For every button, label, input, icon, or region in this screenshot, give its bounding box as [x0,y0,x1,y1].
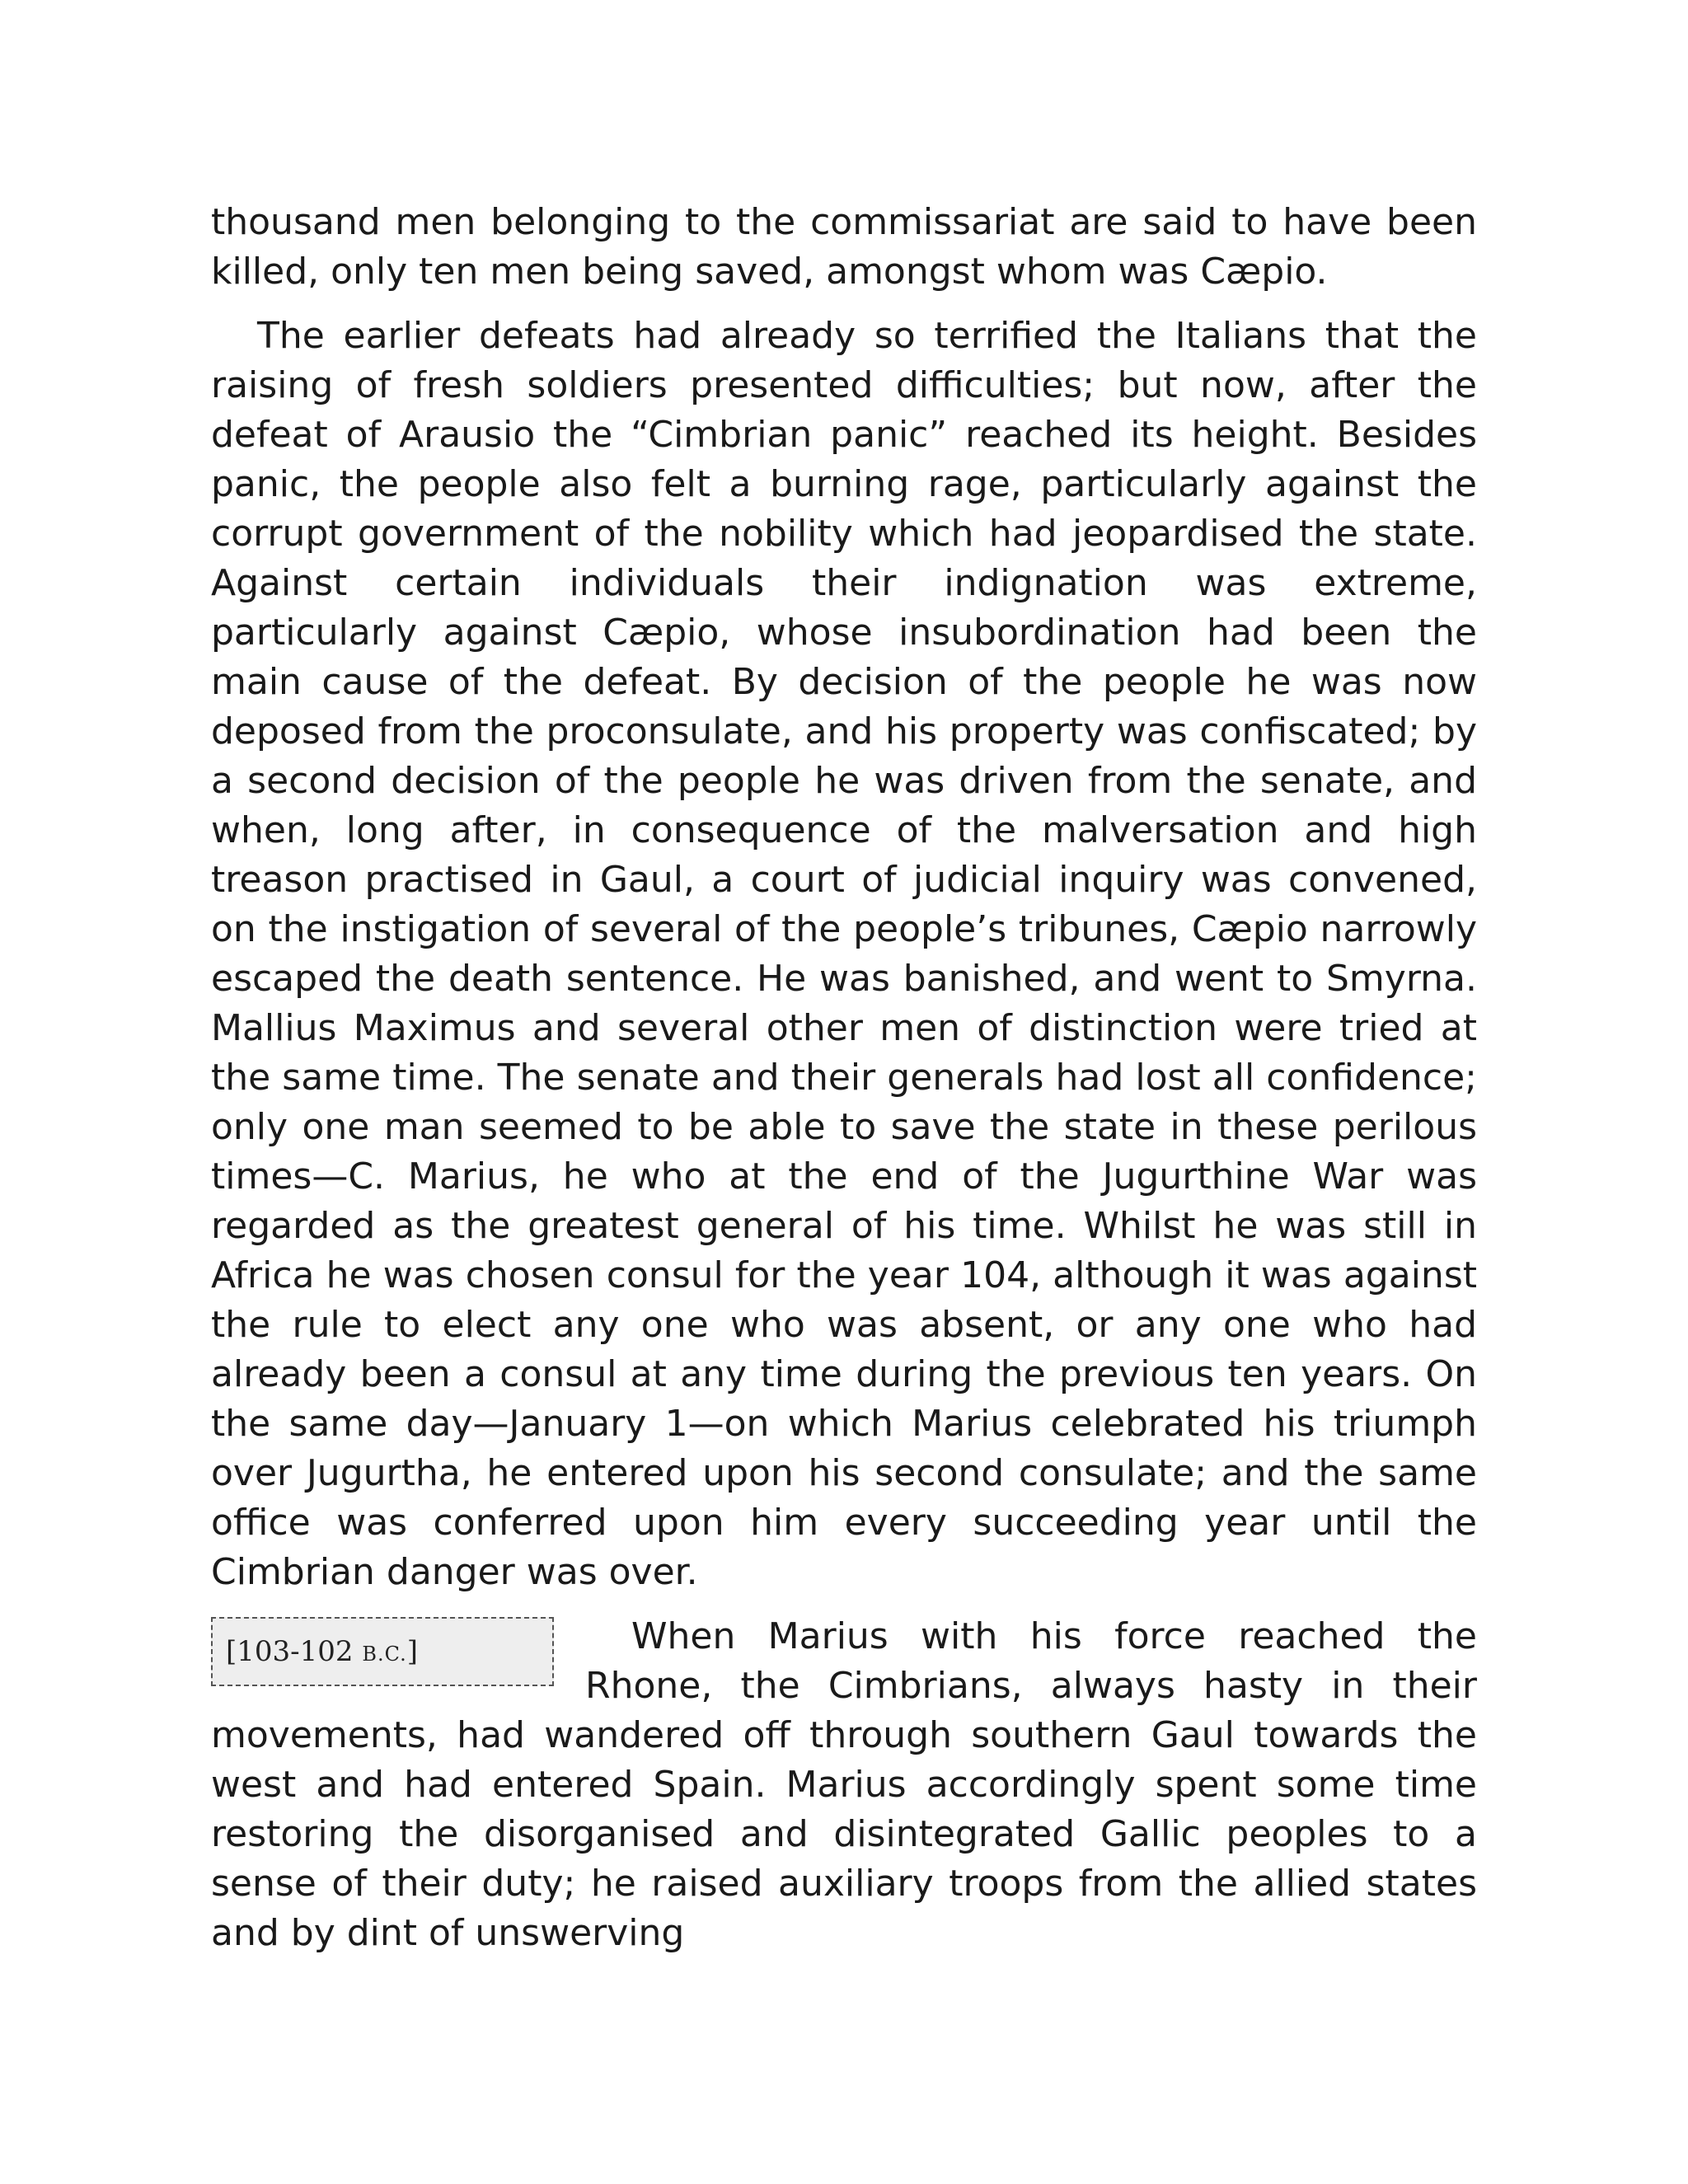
margin-date-close: ] [406,1635,419,1668]
paragraph-marius-rhone: When Marius with his force reached the Rhone, the Cimbrians, always hasty in their movements, had wandered off through southern Gaul towards the west and had entered Spain. Marius accordingly spent some time restoring the disorganised and disintegrated Gallic peoples to a sense of their duty; he raised auxiliary troops from the allied states and by dint of unswerving [211,1615,1477,1954]
margin-date-note [211,1617,554,1686]
margin-date-era: B.C. [362,1643,407,1666]
paragraph-continuation: thousand men belonging to the commissariat are said to have been killed, only ten men being saved, amongst whom was Cæpio. [211,201,1477,293]
paragraph-cimbrian-panic: The earlier defeats had already so terrified the Italians that the raising of fresh soldiers presented difficulties; but now, after the defeat of Arausio the “Cimbrian panic” reached its height. Besides panic, the people also felt a burning rage, particularly against the corrupt government of the nobility which had jeopardised the state. Against certain individuals their indignation was extreme, particularly against Cæpio, whose insubordination had been the main cause of the defeat. By decision of the people he was now deposed from the proconsulate, and his property was confiscated; by a second decision of the people he was driven from the senate, and when, long after, in consequence of the malversation and high treason practised in Gaul, a court of judicial inquiry was convened, on the instigation of several of the people’s tribunes, Cæpio narrowly escaped the death sentence. He was banished, and went to Smyrna. Mallius Maximus and several other men of distinction were tried at the same time. The senate and their generals had lost all confidence; only one man seemed to be able to save the state in these perilous times—C. Marius, he who at the end of the Jugurthine War was regarded as the greatest general of his time. Whilst he was still in Africa he was chosen consul for the year 104, although it was against the rule to elect any one who was absent, or any one who had already been a consul at any time during the previous ten years. On the same day—January 1—on which Marius celebrated his triumph over Jugurtha, he entered upon his second consulate; and the same office was conferred upon him every succeeding year until the Cimbrian danger was over. [211,315,1477,1593]
page-body [211,198,1477,1958]
margin-date-years: [103-102 [226,1635,363,1668]
